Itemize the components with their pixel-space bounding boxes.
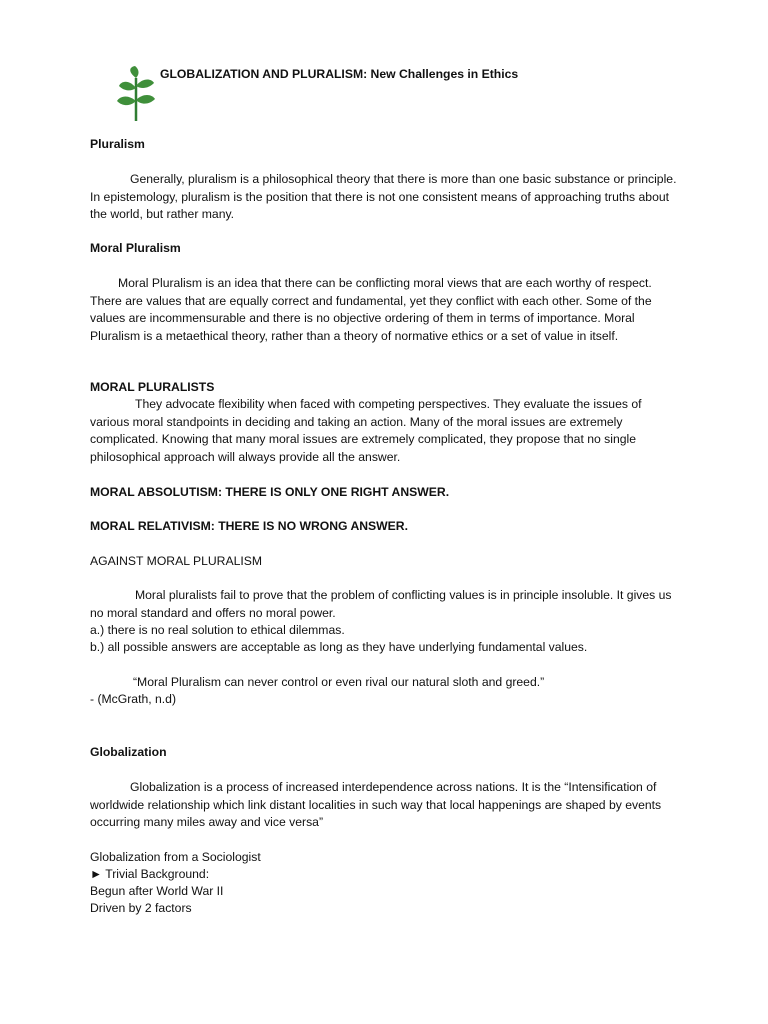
moral-pluralism-paragraph: Moral Pluralism is an idea that there can be conflicting moral views that are each worthy of respect. There are values that are equally correct and fundamental, yet they conflict with each other. Some of the values are incommensurable and there is no objective ordering of them in terms of importance. Moral Pluralism is a metaethical theory, rather than a theory of normative ethics or a set of value in itself. (90, 276, 652, 343)
driven-line: Driven by 2 factors (90, 901, 192, 915)
globalization-paragraph: Globalization is a process of increased interdependence across nations. It is the “Intensification of worldwide relationship which link distant localities in such way that local happenings are shaped by events occurring many miles away and vice versa” (90, 780, 662, 829)
against-moral-pluralism-heading: AGAINST MORAL PLURALISM (90, 554, 263, 568)
quote-citation: - (McGrath, n.d) (90, 692, 177, 706)
globalization-heading: Globalization (90, 745, 167, 759)
moral-pluralists-paragraph: They advocate flexibility when faced with competing perspectives. They evaluate the issues of various moral standpoints in deciding and taking an action. Many of the moral issues are extremely complicated. Knowing that many moral issues are extremely complicated, they propose that no single philosophical approach will always provide all the answer. (90, 397, 642, 464)
seedling-icon (116, 66, 156, 122)
pluralism-paragraph: Generally, pluralism is a philosophical theory that there is more than one basic substance or principle. In epistemology, pluralism is the position that there is not one consistent means of approaching truths about the world, but rather many. (90, 172, 677, 221)
document-title: GLOBALIZATION AND PLURALISM: New Challenges in Ethics (160, 67, 519, 81)
against-point-b: b.) all possible answers are acceptable as long as they have underlying fundamental values. (90, 640, 588, 654)
moral-absolutism-statement: MORAL ABSOLUTISM: THERE IS ONLY ONE RIGHT ANSWER. (90, 485, 450, 499)
moral-pluralism-heading: Moral Pluralism (90, 241, 181, 255)
begun-line: Begun after World War II (90, 884, 224, 898)
sociologist-line: Globalization from a Sociologist (90, 850, 261, 864)
mcgrath-quote: “Moral Pluralism can never control or even rival our natural sloth and greed.” (133, 675, 545, 689)
against-point-a: a.) there is no real solution to ethical dilemmas. (90, 623, 345, 637)
pluralism-heading: Pluralism (90, 137, 145, 151)
against-paragraph: Moral pluralists fail to prove that the problem of conflicting values is in principle insoluble. It gives us no moral standard and offers no moral power. (90, 588, 672, 620)
moral-relativism-statement: MORAL RELATIVISM: THERE IS NO WRONG ANSWER. (90, 519, 408, 533)
trivial-background-line: ► Trivial Background: (90, 867, 210, 881)
moral-pluralists-heading: MORAL PLURALISTS (90, 380, 215, 394)
